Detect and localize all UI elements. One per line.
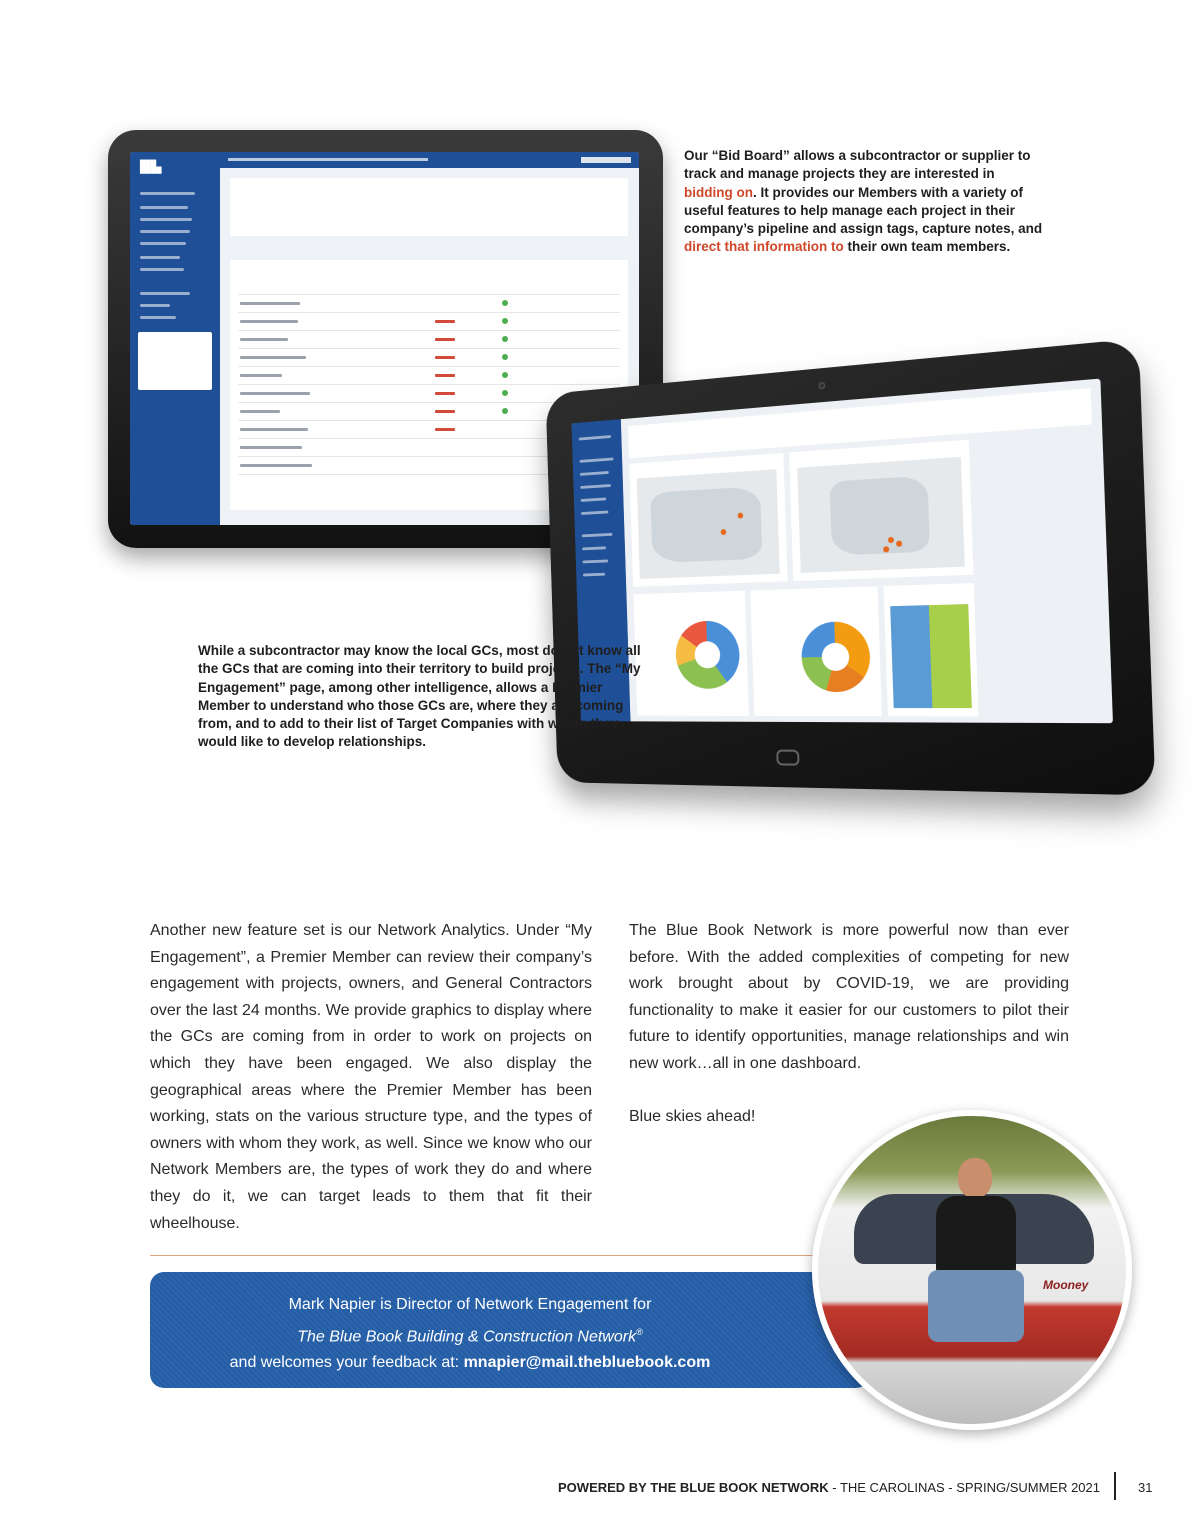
bid-board-header xyxy=(220,152,639,168)
author-figure xyxy=(928,1158,1020,1348)
sidebar-line xyxy=(140,242,186,245)
sidebar-line xyxy=(140,192,195,195)
construction-type-panel xyxy=(633,591,748,716)
sidebar-line xyxy=(140,268,184,271)
author-bio-text xyxy=(150,1292,790,1377)
author-bio-box xyxy=(150,1272,870,1388)
sidebar-line xyxy=(140,292,190,295)
gcs-to-project-region-panel xyxy=(629,453,787,587)
camera-icon xyxy=(818,382,825,390)
home-button-icon xyxy=(776,750,799,766)
caption-highlight: direct that information to xyxy=(684,239,844,255)
caption-highlight: bidding on xyxy=(684,184,753,200)
sidebar-line xyxy=(140,256,180,259)
footer-publication: POWERED BY THE BLUE BOOK NETWORK xyxy=(558,1480,829,1495)
author-line-2: The Blue Book Building & Construction Network® xyxy=(297,1326,643,1345)
page-footer xyxy=(558,1480,1100,1495)
blue-book-logo: ▇▇▇ ▇▇▇▇ xyxy=(140,160,162,174)
author-line-1: Mark Napier is Director of Network Engagement for xyxy=(288,1296,652,1313)
sidebar-line xyxy=(140,304,170,307)
engagement-screen xyxy=(572,379,1113,724)
engagement-caption: While a subcontractor may know the local GCs, most do not know all the GCs that are coming into their territory to build projects. The “My Engagement” page, among other intelligence, allows a Premier Member to understand who those GCs are, where they are coming from, and to add to their list of Target Companies with whom they would like to develop relationships. xyxy=(198,643,641,750)
footer-edition: - THE CAROLINAS - SPRING/SUMMER 2021 xyxy=(828,1480,1100,1495)
sidebar-line xyxy=(140,230,190,233)
author-photo xyxy=(812,1110,1132,1430)
closing-line: Blue skies ahead! xyxy=(629,1108,756,1126)
structure-type-panel xyxy=(750,586,882,716)
project-location-panel xyxy=(789,440,973,581)
author-email-link[interactable]: mnapier@mail.thebluebook.com xyxy=(463,1354,711,1372)
body-paragraph: The Blue Book Network is more powerful now than ever before. With the added complexities of competing for new work brought about by COVID-19, we are providing functionality to make it easier for our customers to pilot their future to identify opportunities, manage relationships and win new work…all in one dashboard. xyxy=(629,922,1069,1072)
sidebar-line xyxy=(140,206,188,209)
page-number: 31 xyxy=(1138,1480,1153,1495)
footer-separator xyxy=(1114,1472,1116,1500)
body-column-left xyxy=(150,918,592,1264)
bid-board-sidebar xyxy=(130,152,220,525)
aircraft-brand-mark: Mooney xyxy=(1043,1278,1089,1292)
bid-board-caption: Our “Bid Board” allows a subcontractor or supplier to track and manage projects they are interested in bidding on. It provides our Members with a variety of useful features to help manage each project in their company’s pipeline and assign tags, capture notes, and direct that information to their own team members. xyxy=(684,148,1043,255)
body-paragraph: Another new feature set is our Network Analytics. Under “My Engagement”, a Premier Member can review their company’s engagement with projects, owners, and General Contractors over the last 24 months. We provide graphics to display where the GCs are coming from in order to work on projects on which they have been engaged. We also display the geographical areas where the Premier Member has been working, stats on the various structure type, and the types of owners with whom they work, as well. Since we know who our Network Members are, the types of work they do and where they do it, we can target leads to them that fit their wheelhouse. xyxy=(150,922,592,1232)
filter-panel xyxy=(230,178,628,236)
sidebar-line xyxy=(140,218,192,221)
profile-card xyxy=(138,332,212,390)
divider-rule xyxy=(150,1255,820,1256)
sidebar-line xyxy=(140,316,176,319)
author-line-3: and welcomes your feedback at: mnapier@mail.thebluebook.com xyxy=(229,1354,711,1372)
project-source-panel xyxy=(883,583,978,716)
